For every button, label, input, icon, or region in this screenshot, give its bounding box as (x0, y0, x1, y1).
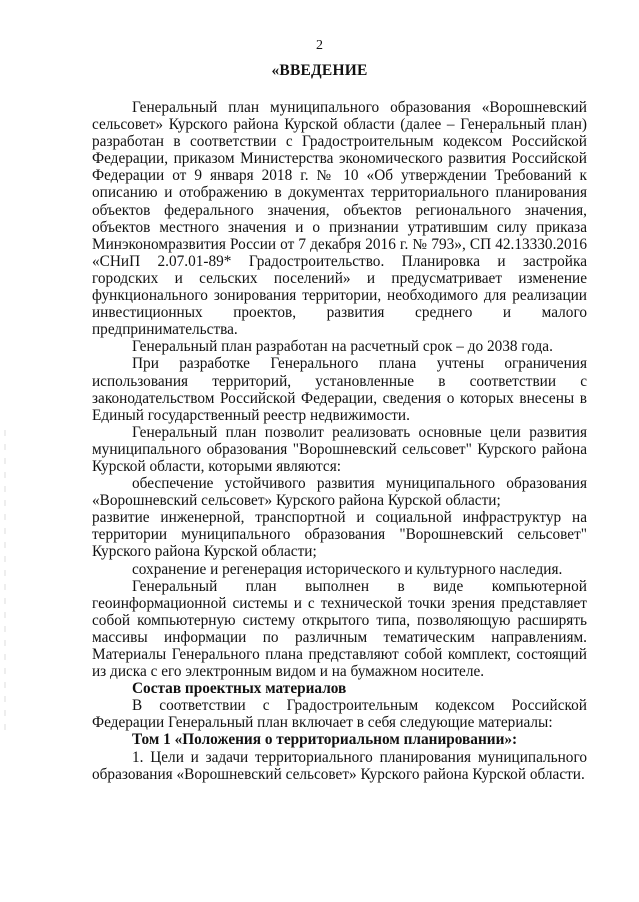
paragraph-term: Генеральный план разработан на расчетный срок – до 2038 года. (132, 338, 553, 356)
paragraph-materials-intro: В соответствии с Градостроительным кодексом Российской Федерации Генеральный план включает в себя следующие материалы: (92, 697, 587, 732)
paragraph-goals: Генеральный план позволит реализовать основные цели развития муниципального образования "Ворошневский сельсовет" Курского района Курской области, которыми являются: (92, 423, 587, 475)
paragraph-restrictions: При разработке Генерального плана учтены ограничения использования территорий, установленные в соответствии с законодательством Российской Федерации, сведения о которых внесены в Единый государственный реестр недвижимости. (92, 355, 587, 424)
scan-margin-artifact (4, 430, 6, 730)
section-title-materials: Состав проектных материалов (132, 680, 347, 698)
paragraph-gis: Генеральный план выполнен в виде компьютерной геоинформационной системы и с технической точки зрения представляет собой компьютерную систему открытого типа, позволяющую расширять массивы информации по различным тематическим направлениям. Материалы Генерального плана представляют собой комплект, состоящий из диска с его электронным видом и на бумажном носителе. (92, 577, 587, 681)
goal-item-heritage: сохранение и регенерация исторического и культурного наследия. (132, 560, 563, 578)
paragraph-intro: Генеральный план муниципального образования «Ворошневский сельсовет» Курского района Курской области (далее – Генеральный план) разработан в соответствии с Градостроительным кодексом Российской Федерации, приказом Министерства экономического развития Российской Федерации от 9 января 2018 г. № 10 «Об утверждении Требований к описанию и отображению в документах территориального планирования объектов федерального значения, объектов регионального значения, объектов местного значения и о признании утратившим силу приказа Минэкономразвития России от 7 декабря 2016 г. № 793», СП 42.13330.2016 «СНиП 2.07.01-89* Градостроительство. Планировка и застройка городских и сельских поселений» и предусматривает изменение функционального зонирования территории, необходимого для реализации инвестиционных проектов, развития среднего и малого предпринимательства. (92, 99, 587, 339)
goal-item-sustainable-development: обеспечение устойчивого развития муниципального образования «Ворошневский сельсовет» Курского района Курской области; (92, 475, 587, 510)
goal-item-infrastructure: развитие инженерной, транспортной и социальной инфраструктур на территории муниципального образования "Ворошневский сельсовет" Курского района Курской области; (92, 509, 587, 561)
volume-item-1: 1. Цели и задачи территориального планирования муниципального образования «Ворошневский сельсовет» Курского района Курской области. (92, 748, 587, 783)
document-body (92, 99, 587, 783)
page-number: 2 (316, 38, 323, 53)
volume-title: Том 1 «Положения о территориальном планировании»: (132, 731, 518, 749)
section-heading: «ВВЕДЕНИЕ (271, 62, 368, 79)
